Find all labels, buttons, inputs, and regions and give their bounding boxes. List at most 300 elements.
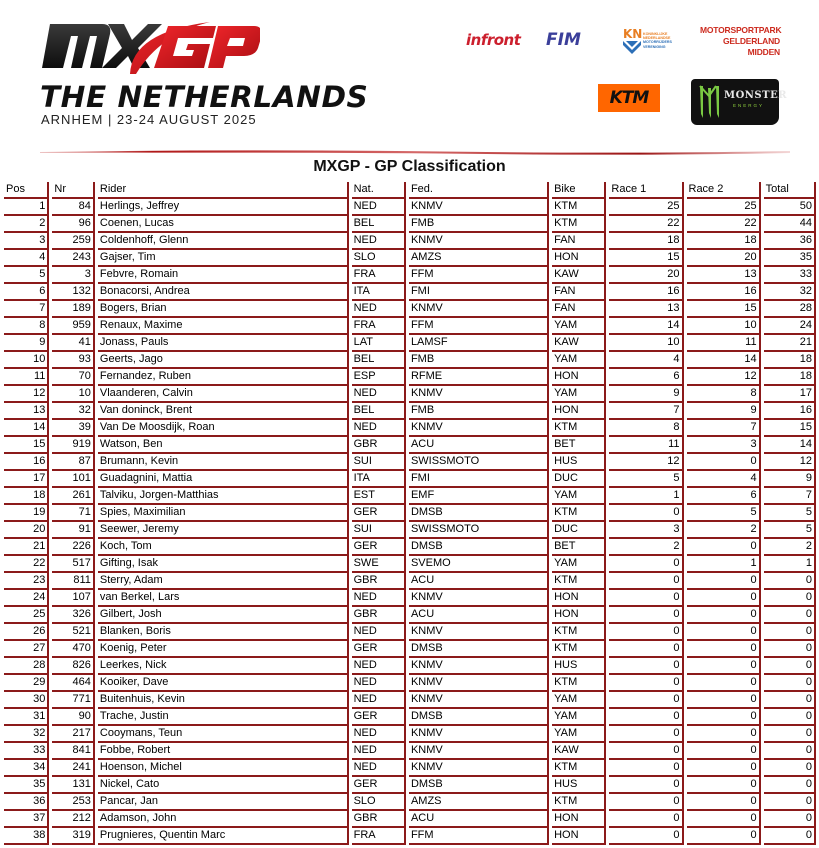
cell-bike: HUS [552, 658, 606, 675]
table-row [4, 403, 816, 420]
cell-fed: DMSB [409, 777, 549, 794]
knmv-text [643, 32, 672, 49]
cell-rider: van Berkel, Lars [98, 590, 349, 607]
cell-fed: KNMV [409, 199, 549, 216]
cell-rider: Watson, Ben [98, 437, 349, 454]
cell-bike: YAM [552, 692, 606, 709]
cell-race1: 0 [609, 794, 683, 811]
cell-fed: KNMV [409, 590, 549, 607]
cell-rider: Febvre, Romain [98, 267, 349, 284]
cell-bike: HON [552, 369, 606, 386]
cell-bike: HUS [552, 454, 606, 471]
cell-nr: 131 [52, 777, 94, 794]
cell-nr: 41 [52, 335, 94, 352]
table-row [4, 743, 816, 760]
cell-total: 0 [764, 777, 816, 794]
cell-rider: Buitenhuis, Kevin [98, 692, 349, 709]
table-row [4, 709, 816, 726]
table-row [4, 318, 816, 335]
cell-fed: KNMV [409, 760, 549, 777]
cell-total: 0 [764, 811, 816, 828]
cell-pos: 13 [4, 403, 49, 420]
cell-nr: 959 [52, 318, 94, 335]
cell-nr: 319 [52, 828, 94, 845]
cell-race1: 0 [609, 760, 683, 777]
cell-nr: 84 [52, 199, 94, 216]
cell-nat: FRA [352, 318, 406, 335]
motorsportpark-logo [700, 25, 780, 58]
cell-rider: Jonass, Pauls [98, 335, 349, 352]
cell-nr: 3 [52, 267, 94, 284]
cell-nr: 96 [52, 216, 94, 233]
table-row [4, 590, 816, 607]
cell-nat: ITA [352, 471, 406, 488]
cell-fed: FMI [409, 284, 549, 301]
ktm-logo: KTM [598, 84, 660, 112]
col-nat-header: Nat. [352, 182, 406, 199]
cell-total: 12 [764, 454, 816, 471]
cell-total: 1 [764, 556, 816, 573]
cell-nat: BEL [352, 352, 406, 369]
cell-pos: 14 [4, 420, 49, 437]
col-nr-header: Nr [52, 182, 94, 199]
table-row [4, 267, 816, 284]
cell-race2: 10 [687, 318, 761, 335]
cell-nat: SWE [352, 556, 406, 573]
cell-nr: 10 [52, 386, 94, 403]
cell-total: 16 [764, 403, 816, 420]
table-row [4, 641, 816, 658]
cell-bike: HON [552, 811, 606, 828]
cell-pos: 37 [4, 811, 49, 828]
cell-bike: HON [552, 590, 606, 607]
cell-race2: 0 [687, 811, 761, 828]
cell-bike: YAM [552, 726, 606, 743]
cell-nr: 517 [52, 556, 94, 573]
cell-race2: 0 [687, 658, 761, 675]
cell-race1: 0 [609, 828, 683, 845]
cell-nat: LAT [352, 335, 406, 352]
cell-nr: 101 [52, 471, 94, 488]
cell-race2: 0 [687, 675, 761, 692]
cell-rider: Fobbe, Robert [98, 743, 349, 760]
table-row [4, 828, 816, 845]
monster-claw-icon [697, 84, 723, 120]
cell-nat: NED [352, 760, 406, 777]
table-row [4, 284, 816, 301]
cell-fed: SWISSMOTO [409, 454, 549, 471]
cell-fed: DMSB [409, 505, 549, 522]
cell-race1: 6 [609, 369, 683, 386]
cell-fed: KNMV [409, 692, 549, 709]
cell-rider: Fernandez, Ruben [98, 369, 349, 386]
cell-race1: 0 [609, 692, 683, 709]
knmv-text-line: NEDERLANDSE [643, 36, 671, 41]
cell-rider: Sterry, Adam [98, 573, 349, 590]
cell-fed: KNMV [409, 386, 549, 403]
cell-rider: Kooiker, Dave [98, 675, 349, 692]
cell-nat: BEL [352, 216, 406, 233]
cell-bike: KTM [552, 573, 606, 590]
cell-pos: 23 [4, 573, 49, 590]
cell-pos: 10 [4, 352, 49, 369]
cell-bike: HON [552, 607, 606, 624]
cell-total: 0 [764, 726, 816, 743]
cell-bike: BET [552, 539, 606, 556]
cell-nat: SLO [352, 794, 406, 811]
cell-nr: 521 [52, 624, 94, 641]
cell-pos: 7 [4, 301, 49, 318]
table-row [4, 573, 816, 590]
cell-total: 0 [764, 709, 816, 726]
cell-nat: GER [352, 539, 406, 556]
cell-bike: KTM [552, 199, 606, 216]
cell-bike: KTM [552, 216, 606, 233]
cell-total: 17 [764, 386, 816, 403]
cell-race1: 0 [609, 658, 683, 675]
cell-nr: 226 [52, 539, 94, 556]
cell-nr: 91 [52, 522, 94, 539]
cell-fed: EMF [409, 488, 549, 505]
cell-total: 0 [764, 692, 816, 709]
table-row [4, 233, 816, 250]
cell-total: 0 [764, 658, 816, 675]
table-row [4, 199, 816, 216]
cell-race2: 5 [687, 505, 761, 522]
cell-fed: DMSB [409, 539, 549, 556]
cell-bike: KTM [552, 641, 606, 658]
cell-race1: 20 [609, 267, 683, 284]
col-race2-header: Race 2 [687, 182, 761, 199]
cell-rider: Van De Moosdijk, Roan [98, 420, 349, 437]
table-row [4, 301, 816, 318]
cell-total: 0 [764, 641, 816, 658]
cell-race1: 14 [609, 318, 683, 335]
cell-race1: 0 [609, 641, 683, 658]
cell-rider: Bonacorsi, Andrea [98, 284, 349, 301]
cell-rider: Cooymans, Teun [98, 726, 349, 743]
table-row [4, 437, 816, 454]
cell-race1: 0 [609, 743, 683, 760]
cell-rider: Guadagnini, Mattia [98, 471, 349, 488]
cell-nat: ESP [352, 369, 406, 386]
cell-race2: 14 [687, 352, 761, 369]
cell-pos: 3 [4, 233, 49, 250]
cell-total: 18 [764, 369, 816, 386]
cell-pos: 29 [4, 675, 49, 692]
cell-pos: 12 [4, 386, 49, 403]
cell-nat: GER [352, 709, 406, 726]
cell-nat: NED [352, 420, 406, 437]
cell-bike: YAM [552, 488, 606, 505]
table-row [4, 675, 816, 692]
table-row [4, 505, 816, 522]
page-header [0, 0, 819, 150]
cell-fed: SVEMO [409, 556, 549, 573]
cell-race2: 15 [687, 301, 761, 318]
cell-bike: HON [552, 403, 606, 420]
cell-race2: 1 [687, 556, 761, 573]
cell-pos: 18 [4, 488, 49, 505]
cell-race1: 9 [609, 386, 683, 403]
cell-total: 2 [764, 539, 816, 556]
cell-bike: DUC [552, 471, 606, 488]
cell-race2: 2 [687, 522, 761, 539]
cell-fed: ACU [409, 607, 549, 624]
cell-total: 44 [764, 216, 816, 233]
cell-nat: BEL [352, 403, 406, 420]
cell-bike: KTM [552, 624, 606, 641]
cell-total: 0 [764, 607, 816, 624]
cell-race1: 0 [609, 573, 683, 590]
cell-race2: 0 [687, 709, 761, 726]
cell-rider: Blanken, Boris [98, 624, 349, 641]
cell-bike: KAW [552, 267, 606, 284]
cell-total: 0 [764, 760, 816, 777]
cell-race2: 0 [687, 760, 761, 777]
cell-pos: 5 [4, 267, 49, 284]
cell-rider: Leerkes, Nick [98, 658, 349, 675]
cell-fed: FMB [409, 216, 549, 233]
cell-race1: 13 [609, 301, 683, 318]
cell-race1: 0 [609, 590, 683, 607]
knmv-text-line: VERENIGING [643, 44, 666, 49]
knmv-shield-icon [622, 26, 642, 56]
msp-line: GELDERLAND [722, 36, 780, 46]
table-row [4, 471, 816, 488]
cell-fed: FMB [409, 403, 549, 420]
cell-fed: AMZS [409, 794, 549, 811]
cell-race2: 4 [687, 471, 761, 488]
table-row [4, 607, 816, 624]
cell-race2: 0 [687, 794, 761, 811]
cell-total: 0 [764, 675, 816, 692]
table-row [4, 624, 816, 641]
cell-race1: 1 [609, 488, 683, 505]
cell-nat: NED [352, 386, 406, 403]
cell-pos: 8 [4, 318, 49, 335]
event-title: THE NETHERLANDS [40, 80, 369, 114]
col-fed-header: Fed. [409, 182, 549, 199]
cell-total: 14 [764, 437, 816, 454]
cell-rider: Hoenson, Michel [98, 760, 349, 777]
cell-race2: 20 [687, 250, 761, 267]
cell-pos: 38 [4, 828, 49, 845]
cell-nr: 212 [52, 811, 94, 828]
cell-total: 5 [764, 505, 816, 522]
cell-pos: 32 [4, 726, 49, 743]
cell-bike: YAM [552, 386, 606, 403]
cell-bike: HON [552, 828, 606, 845]
cell-race2: 11 [687, 335, 761, 352]
knmv-logo [622, 26, 682, 56]
cell-total: 7 [764, 488, 816, 505]
cell-nat: NED [352, 624, 406, 641]
cell-race2: 0 [687, 777, 761, 794]
cell-bike: KTM [552, 420, 606, 437]
cell-race1: 2 [609, 539, 683, 556]
col-race1-header: Race 1 [609, 182, 683, 199]
cell-rider: Van doninck, Brent [98, 403, 349, 420]
cell-race2: 0 [687, 828, 761, 845]
table-body [4, 199, 816, 845]
msp-line: MIDDEN [747, 47, 780, 57]
cell-nr: 259 [52, 233, 94, 250]
cell-nat: NED [352, 233, 406, 250]
cell-pos: 2 [4, 216, 49, 233]
cell-fed: FFM [409, 828, 549, 845]
cell-race2: 13 [687, 267, 761, 284]
cell-race1: 22 [609, 216, 683, 233]
cell-pos: 28 [4, 658, 49, 675]
cell-race2: 18 [687, 233, 761, 250]
col-total-header: Total [764, 182, 816, 199]
cell-nat: EST [352, 488, 406, 505]
monster-energy-logo [691, 79, 788, 125]
mxgp-logo [40, 12, 260, 80]
cell-nr: 107 [52, 590, 94, 607]
cell-pos: 25 [4, 607, 49, 624]
cell-total: 21 [764, 335, 816, 352]
cell-nat: NED [352, 692, 406, 709]
cell-total: 36 [764, 233, 816, 250]
cell-nr: 326 [52, 607, 94, 624]
cell-nat: GBR [352, 811, 406, 828]
cell-nr: 243 [52, 250, 94, 267]
cell-nr: 90 [52, 709, 94, 726]
cell-bike: KAW [552, 335, 606, 352]
cell-nat: GBR [352, 437, 406, 454]
cell-nat: NED [352, 675, 406, 692]
table-row [4, 811, 816, 828]
cell-total: 35 [764, 250, 816, 267]
cell-race2: 0 [687, 607, 761, 624]
table-row [4, 777, 816, 794]
cell-race1: 0 [609, 505, 683, 522]
cell-fed: KNMV [409, 233, 549, 250]
cell-rider: Bogers, Brian [98, 301, 349, 318]
cell-nat: GER [352, 777, 406, 794]
cell-bike: YAM [552, 318, 606, 335]
table-row [4, 369, 816, 386]
cell-nat: SUI [352, 454, 406, 471]
cell-fed: DMSB [409, 641, 549, 658]
cell-rider: Koenig, Peter [98, 641, 349, 658]
cell-race2: 0 [687, 743, 761, 760]
cell-fed: DMSB [409, 709, 549, 726]
cell-fed: LAMSF [409, 335, 549, 352]
cell-pos: 15 [4, 437, 49, 454]
cell-nr: 70 [52, 369, 94, 386]
cell-total: 0 [764, 573, 816, 590]
cell-rider: Brumann, Kevin [98, 454, 349, 471]
cell-rider: Gajser, Tim [98, 250, 349, 267]
cell-pos: 20 [4, 522, 49, 539]
cell-bike: KTM [552, 794, 606, 811]
cell-nr: 826 [52, 658, 94, 675]
cell-pos: 6 [4, 284, 49, 301]
cell-race2: 0 [687, 726, 761, 743]
table-row [4, 760, 816, 777]
cell-bike: BET [552, 437, 606, 454]
fim-logo: FIM [546, 30, 581, 50]
cell-race1: 25 [609, 199, 683, 216]
cell-race1: 0 [609, 811, 683, 828]
cell-fed: KNMV [409, 420, 549, 437]
col-pos-header: Pos [4, 182, 49, 199]
cell-bike: FAN [552, 284, 606, 301]
cell-nat: NED [352, 199, 406, 216]
cell-nat: GER [352, 641, 406, 658]
document-title: MXGP - GP Classification [313, 158, 506, 175]
cell-race1: 4 [609, 352, 683, 369]
table-row [4, 454, 816, 471]
cell-fed: FMI [409, 471, 549, 488]
cell-total: 50 [764, 199, 816, 216]
cell-race1: 15 [609, 250, 683, 267]
cell-rider: Gilbert, Josh [98, 607, 349, 624]
cell-bike: KAW [552, 743, 606, 760]
cell-total: 33 [764, 267, 816, 284]
cell-nat: NED [352, 658, 406, 675]
cell-pos: 22 [4, 556, 49, 573]
cell-bike: FAN [552, 301, 606, 318]
cell-rider: Nickel, Cato [98, 777, 349, 794]
table-row [4, 794, 816, 811]
cell-pos: 11 [4, 369, 49, 386]
cell-nr: 132 [52, 284, 94, 301]
cell-race2: 0 [687, 590, 761, 607]
cell-race1: 10 [609, 335, 683, 352]
infront-logo: infront [466, 31, 521, 49]
cell-fed: KNMV [409, 624, 549, 641]
cell-rider: Koch, Tom [98, 539, 349, 556]
cell-race1: 0 [609, 607, 683, 624]
cell-race2: 22 [687, 216, 761, 233]
msp-line: MOTORSPORTPARK [700, 25, 782, 35]
brush-stroke-divider [40, 148, 790, 156]
cell-total: 24 [764, 318, 816, 335]
cell-fed: AMZS [409, 250, 549, 267]
cell-pos: 16 [4, 454, 49, 471]
cell-pos: 33 [4, 743, 49, 760]
cell-rider: Trache, Justin [98, 709, 349, 726]
cell-fed: ACU [409, 437, 549, 454]
cell-race2: 0 [687, 573, 761, 590]
cell-nr: 919 [52, 437, 94, 454]
cell-nr: 253 [52, 794, 94, 811]
cell-fed: ACU [409, 573, 549, 590]
cell-rider: Prugnieres, Quentin Marc [98, 828, 349, 845]
cell-pos: 27 [4, 641, 49, 658]
cell-rider: Pancar, Jan [98, 794, 349, 811]
cell-pos: 21 [4, 539, 49, 556]
cell-race2: 8 [687, 386, 761, 403]
cell-total: 9 [764, 471, 816, 488]
cell-fed: KNMV [409, 726, 549, 743]
monster-energy-text: ENERGY [733, 103, 765, 108]
cell-race1: 3 [609, 522, 683, 539]
cell-rider: Vlaanderen, Calvin [98, 386, 349, 403]
cell-bike: KTM [552, 505, 606, 522]
classification-table [1, 182, 819, 845]
cell-nat: GBR [352, 607, 406, 624]
cell-fed: KNMV [409, 675, 549, 692]
cell-race2: 7 [687, 420, 761, 437]
table-row [4, 216, 816, 233]
table-row [4, 726, 816, 743]
cell-race1: 11 [609, 437, 683, 454]
